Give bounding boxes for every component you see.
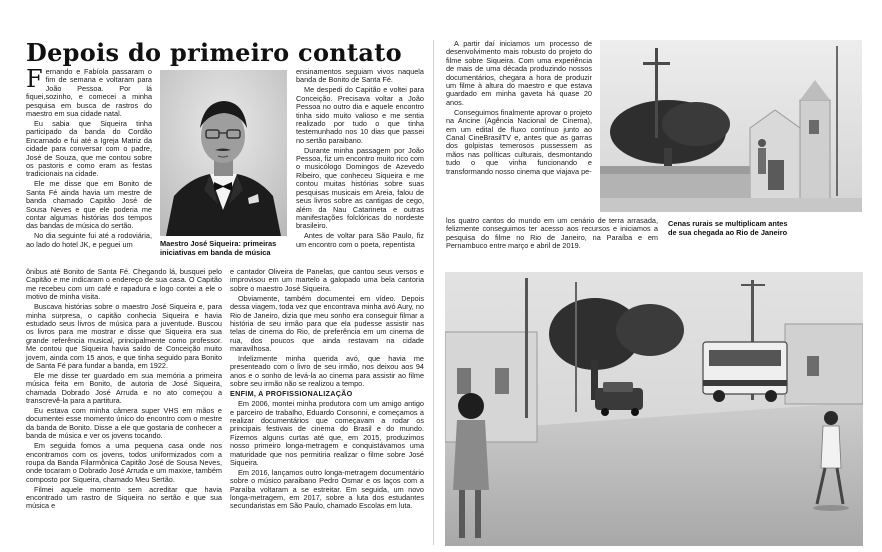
portrait-photo bbox=[160, 70, 287, 236]
column-right bbox=[446, 40, 592, 178]
column-1 bbox=[26, 65, 152, 251]
street-photo bbox=[445, 272, 863, 546]
dropcap: F bbox=[26, 65, 43, 93]
paragraph: Eu sabia que Siqueira tinha participado da banda do Cordão Encarnado e fui até a Igreja Matriz da cidade para conversar com o padre, José de Souza, que me contou sobre os pastoris e como eram as festas tradicionais na cidade. bbox=[26, 118, 152, 179]
section-subhead: ENFIM, A PROFISSIONALIZAÇÃO bbox=[230, 389, 353, 399]
paragraph: A partir daí iniciamos um processo de desenvolvimento mais robusto do projeto do filme sobre Siqueira. Com uma experiência de mais de uma década produzindo nossos documentários, chegara a hora de produzir um filme à altura do maestro e que estava guardado em minha gaveta há quase 20 anos. bbox=[446, 39, 592, 107]
column-wide-2 bbox=[230, 268, 424, 512]
paragraph: Fernando e Fabíola passaram o fim de semana e voltaram para João Pessoa. Por lá fiquei,sozinho, e comecei a minha pesquisa em busca de rastros do maestro em sua cidade natal. bbox=[26, 65, 152, 119]
church-photo bbox=[600, 40, 862, 212]
article-title: Depois do primeiro contato bbox=[26, 38, 402, 67]
column-wide-1 bbox=[26, 268, 222, 512]
paragraph: Em 2006, montei minha produtora com um amigo antigo e parceiro de trabalho, Eduardo Consonni, e começamos a realizar documentários que começavam a rodar os principais festivais de cinema do Brasil e do mundo. Fizemos alguns curtas até que, em 2015, produzimos nosso primeiro longa-metragem e conquistávamos uma maturidade que nos permitiria realizar o filme sobre José Siqueira. bbox=[230, 399, 424, 467]
paragraph: Infelizmente minha querida avó, que havia me presenteado com o livro de seu irmão, nos deixou aos 94 anos e o sonho de levá-la ao cinema para assistir ao filme sobre seu irmão não se realizou a tempo. bbox=[230, 354, 424, 389]
portrait-caption: Maestro José Siqueira: primeiras iniciativas em banda de música bbox=[160, 239, 277, 257]
paragraph: Eu estava com minha câmera super VHS em mãos e documentei esse momento único do encontro com o mestre da banda de Bonito. Disse a ele que gostaria de conhecer a banda de música e ver os jovens tocando. bbox=[26, 406, 222, 441]
paragraph: Em seguida fomos a uma pequena casa onde nos encontramos com os jovens, todos uniformizados com a roupa da Banda Filarmônica Capitão José de Sousa Neves, onde tocaram o Dobrado José Arruda e um maxixe, também composto por Siqueira, chamado Meu Sertão. bbox=[26, 441, 222, 484]
column-right-wide bbox=[446, 217, 658, 252]
paragraph: Durante minha passagem por João Pessoa, fiz um encontro muito rico com o musicólogo Domingos de Azevedo Ribeiro, que conheceu Siqueira e me contou muitas histórias sobre suas pesquisas musicais em Areia, falou de seus livros sobre as cantigas de cego, além da Nau Catarineta e outras manifestações folclóricas do nordeste brasileiro. bbox=[296, 145, 424, 231]
paragraph: ônibus até Bonito de Santa Fé. Chegando lá, busquei pelo Capitão e me indicaram o endereço de sua casa. O Capitão me recebeu com um café e rapadura e logo contei a ele o motivo de minha visita. bbox=[26, 267, 222, 302]
paragraph: los quatro cantos do mundo em um cenário de terra arrasada, felizmente conseguimos ter acesso aos recursos e iniciamos a pesquisa do filme no Rio de Janeiro, na Paraíba e em Pernambuco entre março e abril de 2019. bbox=[446, 216, 658, 251]
paragraph: Ele me disse ter guardado em sua memória a primeira música feita em Bonito, de autoria de José Siqueira, chamada Dobrado José Arruda e no ato começou a transcrevê-la para a partitura. bbox=[26, 370, 222, 406]
paragraph: Filmei aquele momento sem acreditar que havia encontrado um rastro de Siqueira no sertão e que sua música e bbox=[26, 484, 222, 511]
column-2 bbox=[296, 68, 424, 251]
paragraph: Buscava histórias sobre o maestro José Siqueira e, para minha surpresa, o capitão conhecia Siqueira e havia estudado seus livros de música para a juventude. Buscou os livros para me mostrar e disse que Siqueira era sua grande referência musical, principalmente como professor. Me contou que Siqueira havia saído de Conceição muito jovem, ainda com 15 anos, e que tinha seguido para Bonito de Santa Fé para fundar a banda, em 1922. bbox=[26, 302, 222, 370]
paragraph: ensinamentos seguiam vivos naquela banda de Bonito de Santa Fé. bbox=[296, 67, 424, 85]
paragraph: Me despedi do Capitão e voltei para Conceição. Precisava voltar a João Pessoa no outro dia e aquele encontro tinha sido muito valioso e me sentia realizado por tudo o que tinha testemunhado nos 10 dias que passei no sertão paraibano. bbox=[296, 85, 424, 145]
paragraph: Em 2016, lançamos outro longa-metragem documentário sobre o músico paraibano Pedro Osmar e os laços com a Paraíba voltaram a se estreitar. Em seguida, um novo longa-metragem, em 2017, sobre a luta dos estudantes secundaristas em São Paulo, chamado Escolas em luta. bbox=[230, 467, 424, 511]
paragraph: Ele me disse que em Bonito de Santa Fé ainda havia um mestre de banda chamado Capitão José de Sousa Neves e que ele poderia me contar algumas histórias dos tempos das bandas de música do sertão. bbox=[26, 179, 152, 231]
paragraph: Obviamente, também documentei em vídeo. Depois dessa viagem, toda vez que encontrava minha avó Aury, no Rio de Janeiro, dizia que meu sonho era conseguir filmar a história de seu irmão para que ela pudesse assistir nas telas de cinema do Rio, de preferência em um cinema de rua, dos poucos que ainda restavam na cidade maravilhosa. bbox=[230, 293, 424, 354]
paragraph: e cantador Oliveira de Panelas, que cantou seus versos e improvisou em um martelo a galopado uma bela cantoria sobre o maestro José Siqueira. bbox=[230, 267, 424, 293]
paragraph: Conseguimos finalmente aprovar o projeto na Ancine (Agência Nacional de Cinema), em um edital de fluxo contínuo junto ao Canal CineBrasilTV e, antes que as garras dos golpistas temerosos pussessem as mãos nas políticas culturais, desmontando tudo o que vinha funcionando e transformando nosso cinema que viajava pe- bbox=[446, 107, 592, 176]
page-fold bbox=[433, 40, 434, 545]
paragraph: No dia seguinte fui até a rodoviária, ao lado do hotel JK, e peguei um bbox=[26, 231, 152, 249]
rural-caption: Cenas rurais se multiplicam antes de sua chegada ao Rio de Janeiro bbox=[668, 219, 788, 237]
paragraph: Antes de voltar para São Paulo, fiz um encontro com o poeta, repentista bbox=[296, 231, 424, 249]
